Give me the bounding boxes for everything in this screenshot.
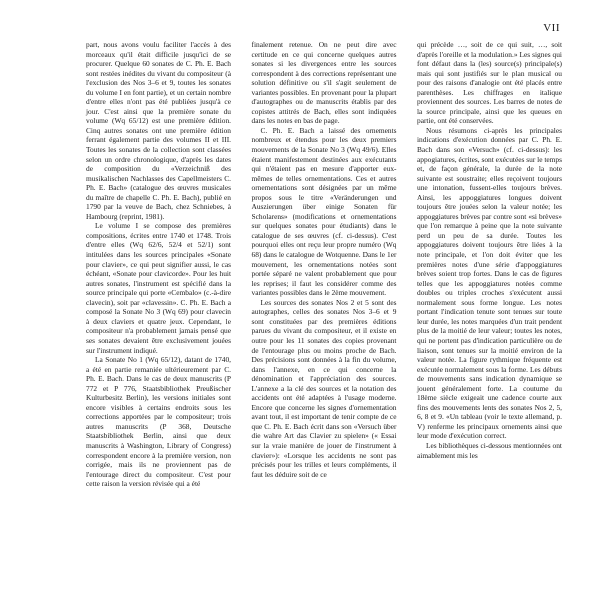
paragraph: Nous résumons ci-après les principales indications d'exécution données par C. Ph. E. Bach dans son «Versuch» (cf. ci-dessus): les appogiatures, écrites, sont exécutées sur le temps et, de façon générale, la durée de la note suivante est soustraite; elles reçoivent toujours une intonation, fussent-elles toujours brèves. Ainsi, les appoggiatures longues doivent toujours être jouées selon la valeur notée; les appoggiatures brèves par contre sont «si brèves» que l'on remarque à peine que la note suivante perd un peu de sa durée. Toutes les appoggiatures doivent toujours être liées à la note principale, et l'on doit éviter que les premières notes d'une série d'appoggiatures brèves soient trop fortes. Dans le cas de figures telles que les appoggiatures notées comme doubles ou triples croches s'exécutent aussi normalement sous forme longue. Les notes portant l'indication tenute sont tenues sur toute leur durée, les notes marquées d'un trait pendent plus de la moitié de leur valeur; toutes les notes, qui ne portent pas d'indication particulière ou de liaison, sont tenues sur la moitié environ de la valeur notée. La figure rythmique fréquente est exécutée normalement sous la forme. Les débuts de mouvements sans indication dynamique se jouent généralement forte. La coutume du 18ème siècle exigeait une cadence courte aux fins des mouvements lents des sonates Nos 2, 5, 6, 8 et 9. «Un tableau (voir le texte allemand, p. V) renferme les principaux ornements ainsi que leur mode d'exécution correct. (417, 125, 562, 441)
text-columns (86, 40, 562, 592)
paragraph: C. Ph. E. Bach a laissé des ornements nombreux et étendus pour les deux premiers mouvements de la Sonate No 3 (Wq 49/6). Elles étaient manifestement destinées aux exécutants qui n'étaient pas en mesure d'apporter eux-mêmes de telles ornementations. Ces et autres ornementations sont désignées par un même propos sous le titre «Veränderungen und Auszierungen über einige Sonaten für Scholarens» (modifications et ornementations sur quelques sonates pour étudiants) dans le catalogue de ses œuvres (cf. ci-dessus). C'est pourquoi elles ont reçu leur propre numéro (Wq 68) dans le catalogue de Wotquenne. Dans le 1er mouvement, les ornementations notées sont portée séparé ne valent probablement que pour les reprises; il faut les considérer comme des variantes possibles dans le 2ème mouvement. (251, 125, 397, 298)
paragraph: Le volume I se compose des premières compositions, écrites entre 1740 et 1748. Trois d'entre elles (Wq 62/6, 52/4 et 52/1) sont intitulées dans les sources principales «Sonate pour clavier», ce qui peut signifier aussi, le cas échéant, «Sonate pour clavicorde». Pour les huit autres sonates, l'instrument est spécifié dans la source principale qui porte «Cembalo» (c.-à-dire clavecin), soit par «clavessin». C. Ph. E. Bach a composé la Sonate No 3 (Wq 69) pour clavecin à deux claviers et quatre jeux. Cependant, le compositeur n'a probablement jamais pensé que ses sonates devaient être exclusivement jouées sur l'instrument indiqué. (86, 221, 231, 355)
text-column-1 (86, 40, 231, 592)
paragraph: Les bibliothèques ci-dessous mentionnées ont aimablement mis les (417, 440, 562, 460)
page-number: VII (543, 22, 560, 34)
paragraph: Les sources des sonates Nos 2 et 5 sont des autographes, celles des sonates Nos 3–6 et 9 sont constituées par des premières éditions parues du vivant du compositeur, et il existe en outre pour les 11 sonates des copies provenant de l'entourage plus ou moins proche de Bach. Des précisions sont données à la fin du volume, dans l'annexe, en ce qui concerne la dénomination et l'appréciation des sources. L'annexe a la clé des sources et la notation des accidents ont été adaptées à l'usage moderne. Encore que concerne les signes d'ornementation avant tout, il est important de tenir compte de ce que C. Ph. E. Bach écrit dans son «Versuch über die wahre Art das Clavier zu spielen» (« Essai sur la vraie manière de jouer de l'instrument à clavier»): «Lorsque les accidents ne sont pas précisés pour les trilles et leurs compléments, il faut les déduire soit de ce (251, 297, 397, 479)
paragraph: part, nous avons voulu faciliter l'accès à des morceaux qu'il était difficile jusqu'ici de se procurer. Quelque 60 sonates de C. Ph. E. Bach sont restées inédites du vivant du compositeur (à l'exclusion des Nos 3–6 et 9, toutes les sonates du volume I en font partie), et un certain nombre d'entre elles n'ont pas été publiées jusqu'à ce jour. C'est ainsi que la première sonate du volume (Wq 65/12) est une première édition. Cinq autres sonates ont une première édition ferrant également partie des volumes II et III. Toutes les sonates de la collection sont classées selon un ordre chronologique, d'après les dates de composition du «Verzeichniß des musikalischen Nachlasses des Capellmeisters C. Ph. E. Bach» (catalogue des œuvres musicales du maître de chapelle C. Ph. E. Bach), publié en 1790 par la veuve de Bach, chez Schniebes, à Hambourg (reprint, 1981). (86, 40, 231, 221)
paragraph: La Sonate No 1 (Wq 65/12), datant de 1740, a été en partie remaniée ultérieurement par C. Ph. E. Bach. Dans le cas de deux manuscrits (P 772 et P 776, Staatsbibliothek Preußischer Kulturbesitz Berlin), les versions initiales sont encore visibles à certains endroits sous les corrections apportées par le compositeur; trois autres manuscrits (P 368, Deutsche Staatsbibliothek Berlin, ainsi que deux manuscrits à Washington, Library of Congress) correspondent encore à la première version, non corrigée, mais ils ne proviennent pas de l'entourage direct du compositeur. C'est pour cette raison la version révisée qui a été (86, 355, 231, 489)
paragraph: qui précède …, soit de ce qui suit, …, soit d'après l'oreille et la modulation.» Les signes qui font défaut dans la (les) source(s) principale(s) mais qui sont justifiés sur le plan musical ou pour des raisons d'analogie ont été placés entre parenthèses. Les chiffrages en italique proviennent des sources. Les barres de notes de la source principale, ainsi que les queues en partie, ont été conservées. (417, 40, 562, 126)
text-column-2 (252, 40, 397, 592)
text-column-3 (417, 40, 562, 592)
paragraph: finalement retenue. On ne peut dire avec certitude en ce qui concerne quelques autres sonates si les divergences entre les sources correspondent à des corrections représentant une solution définitive ou s'il s'agit seulement de variantes possibles. En provenant pour la plupart d'autographes ou de manuscrits établis par des copistes attitrés de Bach, elles sont indiquées dans les notes en bas de page. (251, 40, 397, 126)
